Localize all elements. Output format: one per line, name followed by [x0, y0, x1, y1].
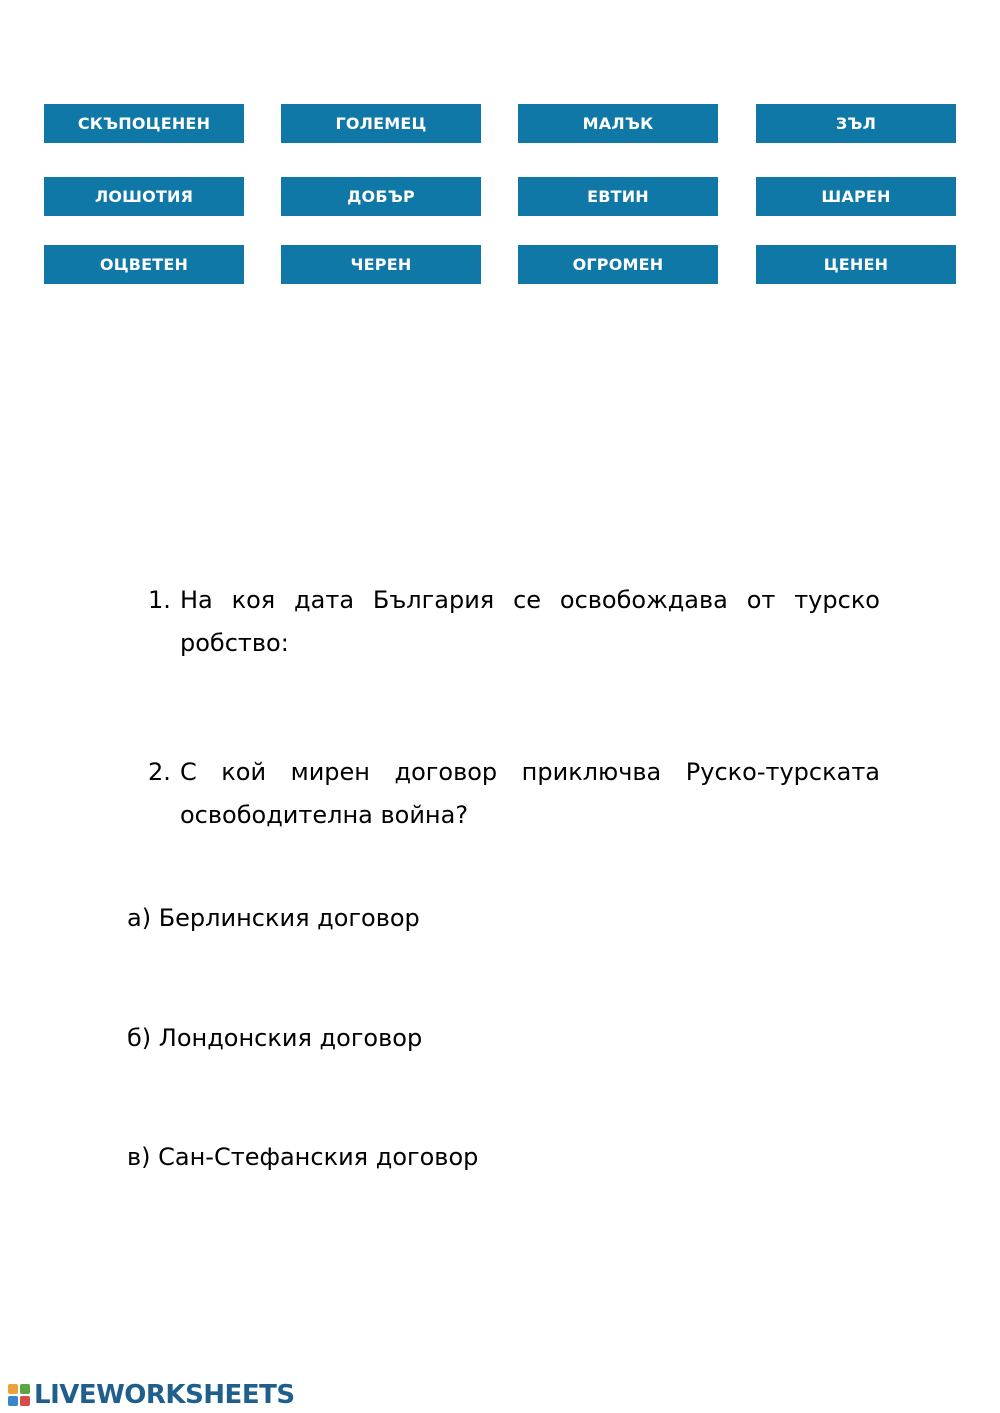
word-tile[interactable]: ОЦВЕТЕН	[44, 245, 244, 284]
word-tile[interactable]: ЦЕНЕН	[756, 245, 956, 284]
question-text: С кой мирен договор приключва Руско-турската освободителна война?	[180, 758, 880, 829]
word-tile[interactable]: МАЛЪК	[518, 104, 718, 143]
logo-icon	[8, 1384, 30, 1406]
word-tile[interactable]: ЕВТИН	[518, 177, 718, 216]
word-tile[interactable]: ЛОШОТИЯ	[44, 177, 244, 216]
answer-option-b[interactable]: б) Лондонския договор	[127, 1024, 423, 1052]
answer-option-c[interactable]: в) Сан-Стефанския договор	[127, 1143, 479, 1171]
footer-logo	[8, 1378, 295, 1412]
question-2	[148, 751, 880, 837]
question-number: 2.	[148, 758, 171, 786]
word-tile[interactable]: ЧЕРЕН	[281, 245, 481, 284]
word-tile[interactable]: ОГРОМЕН	[518, 245, 718, 284]
word-tile[interactable]: ГОЛЕМЕЦ	[281, 104, 481, 143]
answer-option-a[interactable]: а) Берлинския договор	[127, 904, 420, 932]
question-number: 1.	[148, 586, 171, 614]
brand-name: LIVEWORKSHEETS	[34, 1380, 295, 1410]
question-1	[148, 579, 880, 665]
word-tile[interactable]: ЗЪЛ	[756, 104, 956, 143]
question-text: На коя дата България се освобождава от турско робство:	[180, 586, 880, 657]
word-bank	[0, 0, 1000, 300]
word-tile[interactable]: СКЪПОЦЕНЕН	[44, 104, 244, 143]
word-tile[interactable]: ШАРЕН	[756, 177, 956, 216]
word-tile[interactable]: ДОБЪР	[281, 177, 481, 216]
